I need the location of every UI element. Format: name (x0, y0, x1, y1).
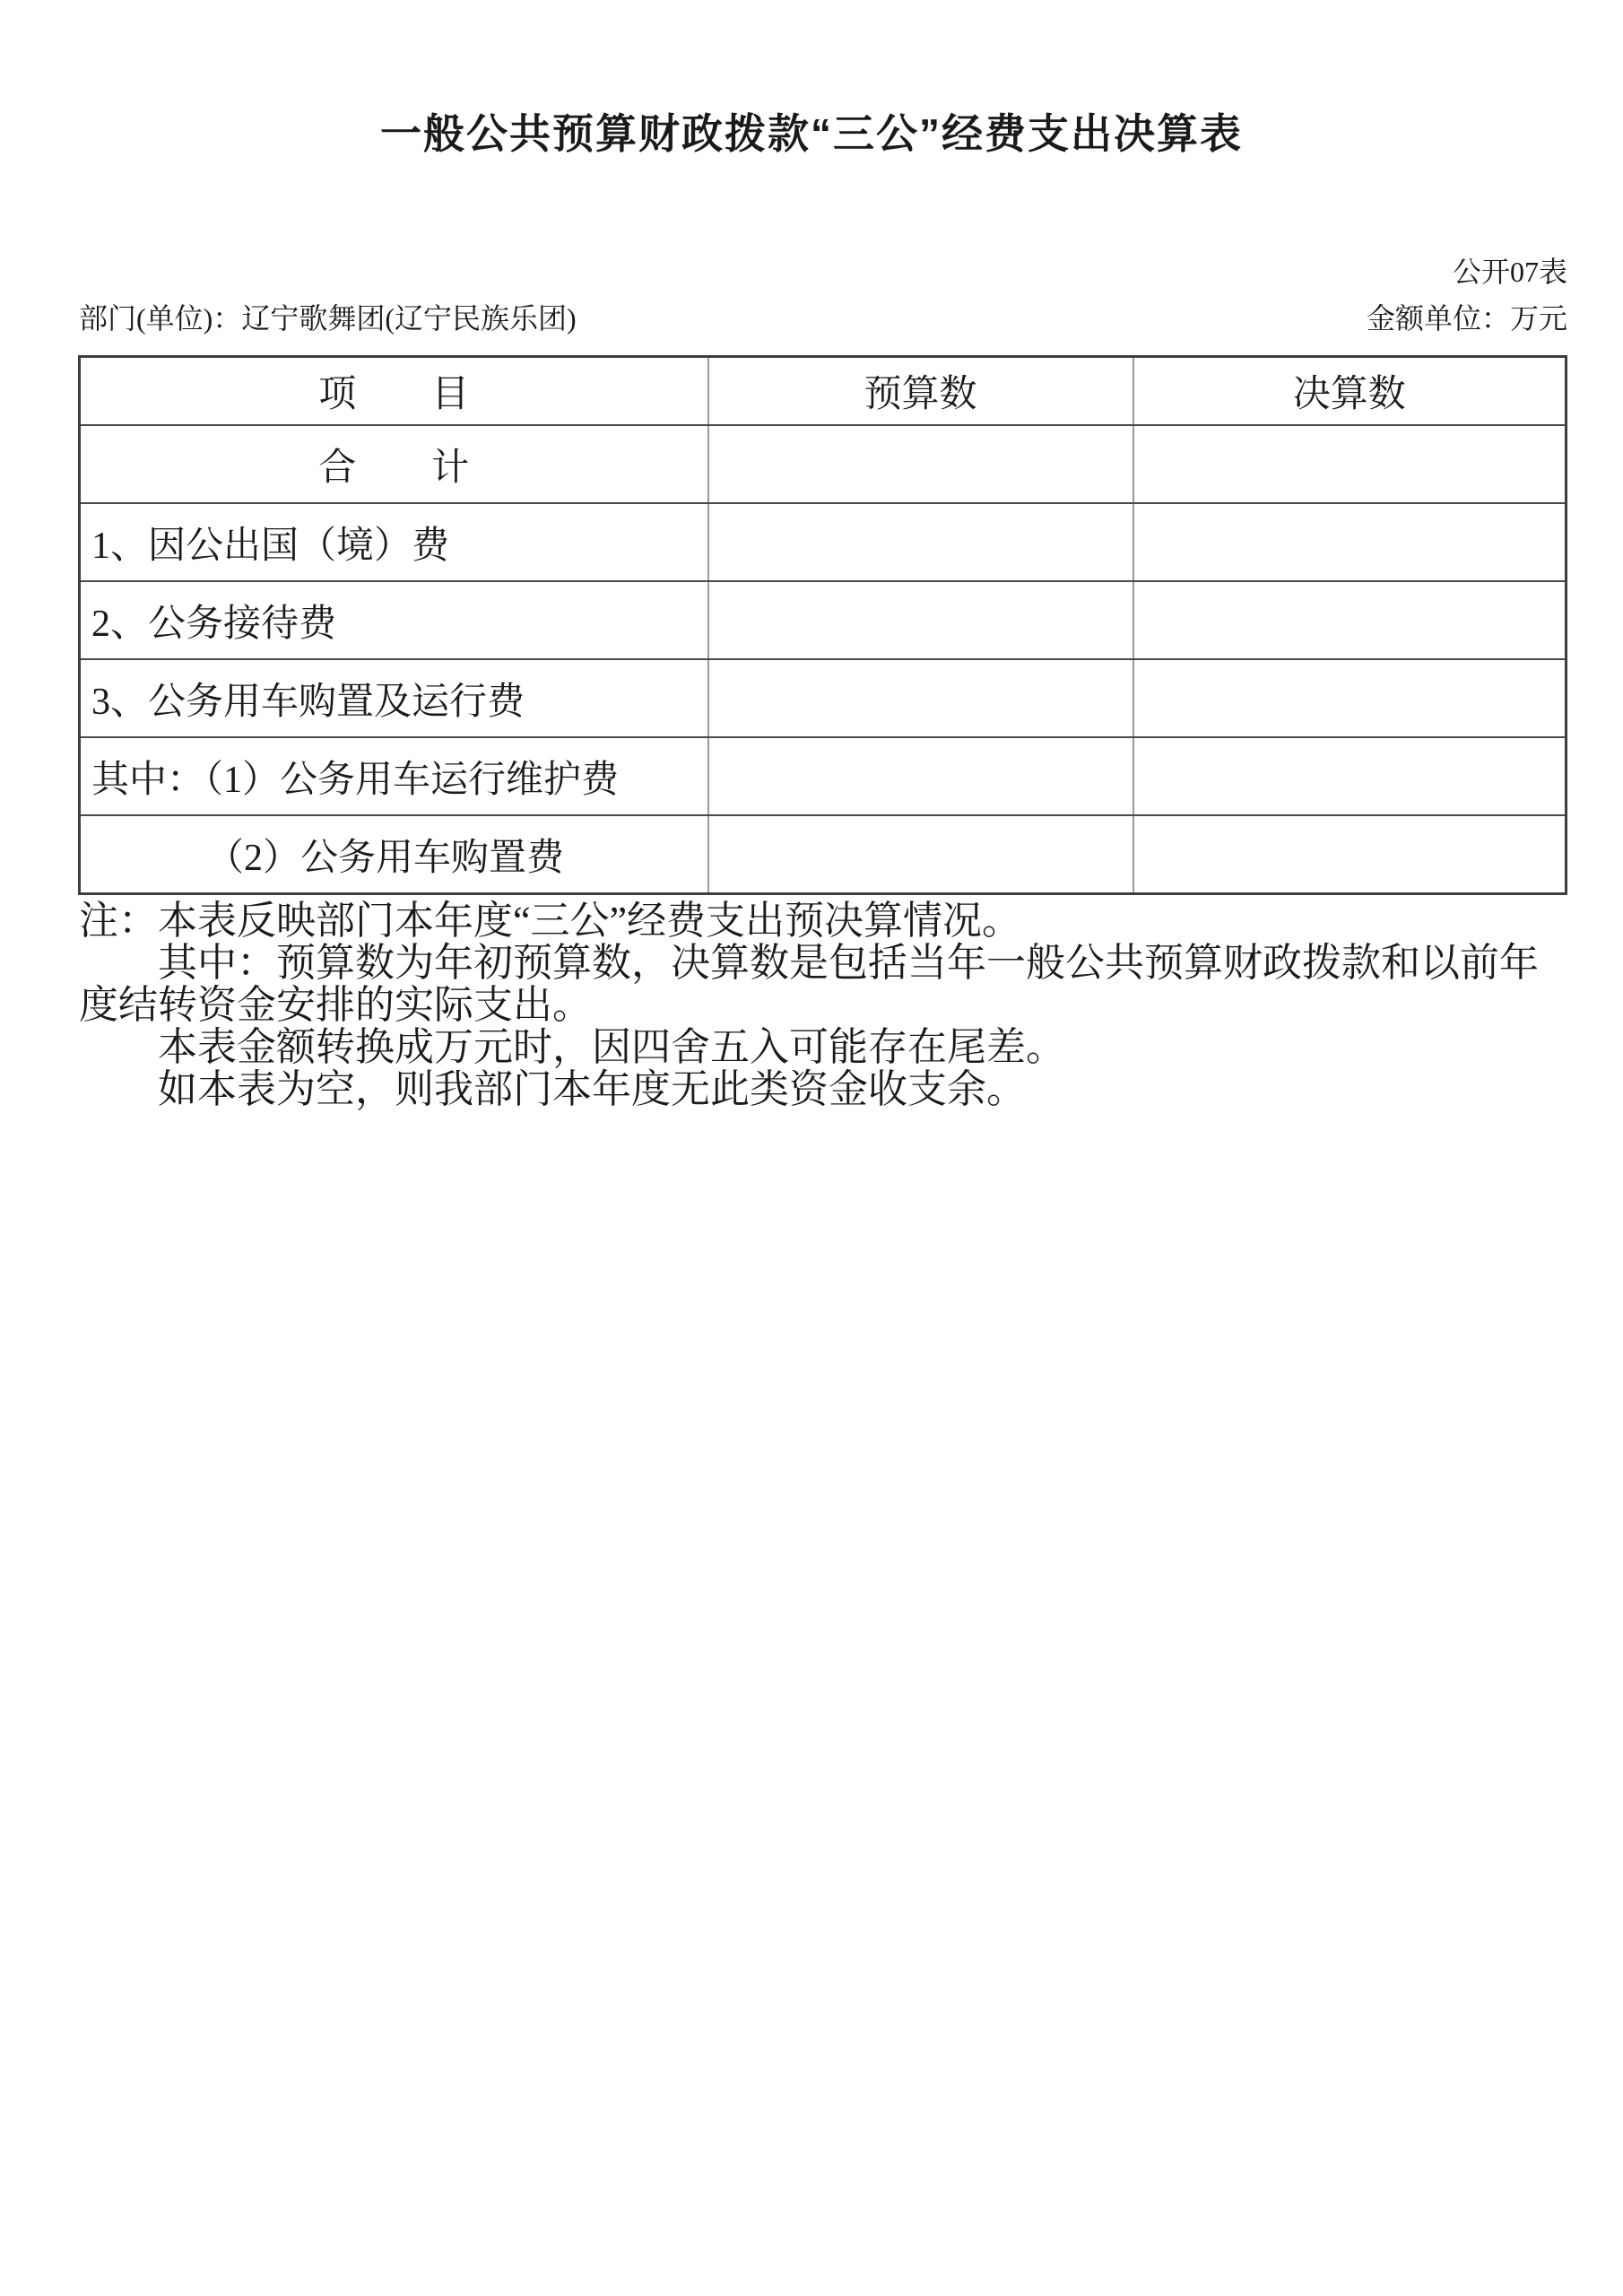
table-header-row (80, 357, 1567, 426)
item-cell: （2）公务用车购置费 (80, 815, 708, 894)
final-cell (1133, 815, 1567, 894)
department-label: 部门(单位)：辽宁歌舞团(辽宁民族乐团) (79, 302, 577, 335)
table-code-label: 公开07表 (1452, 256, 1567, 288)
note-line: 本表金额转换成万元时，因四舍五入可能存在尾差。 (158, 1025, 1065, 1069)
final-cell (1133, 503, 1567, 581)
budget-cell (708, 425, 1133, 503)
notes-section (79, 900, 1560, 1110)
item-cell: 其中：（1）公务用车运行维护费 (80, 737, 708, 815)
note-line: 注：本表反映部门本年度“三公”经费支出预决算情况。 (79, 899, 1022, 943)
budget-cell (708, 503, 1133, 581)
budget-cell (708, 581, 1133, 659)
note-line: 如本表为空，则我部门本年度无此类资金收支余。 (158, 1067, 1026, 1111)
amount-unit-label: 金额单位：万元 (1366, 302, 1567, 335)
budget-cell (708, 737, 1133, 815)
table-row-vehicle-expense (80, 659, 1567, 737)
table-row-reception-expense (80, 581, 1567, 659)
final-cell (1133, 425, 1567, 503)
item-cell: 合 计 (80, 425, 708, 503)
column-header-final: 决算数 (1133, 357, 1567, 426)
budget-cell (708, 659, 1133, 737)
table-row-vehicle-purchase (80, 815, 1567, 894)
table-row-abroad-expense (80, 503, 1567, 581)
final-cell (1133, 659, 1567, 737)
final-cell (1133, 581, 1567, 659)
item-cell: 1、因公出国（境）费 (80, 503, 708, 581)
table-row-total (80, 425, 1567, 503)
item-cell: 3、公务用车购置及运行费 (80, 659, 708, 737)
meta-row (79, 303, 1567, 335)
budget-cell (708, 815, 1133, 894)
note-line: 其中：预算数为年初预算数，决算数是包括当年一般公共预算财政拨款和以前年度结转资金安排的实际支出。 (79, 941, 1539, 1027)
column-header-budget: 预算数 (708, 357, 1133, 426)
three-public-expense-table (78, 355, 1567, 895)
item-cell: 2、公务接待费 (80, 581, 708, 659)
page-title: 一般公共预算财政拨款“三公”经费支出决算表 (380, 110, 1243, 157)
final-cell (1133, 737, 1567, 815)
column-header-item: 项 目 (80, 357, 708, 426)
table-row-vehicle-maintenance (80, 737, 1567, 815)
